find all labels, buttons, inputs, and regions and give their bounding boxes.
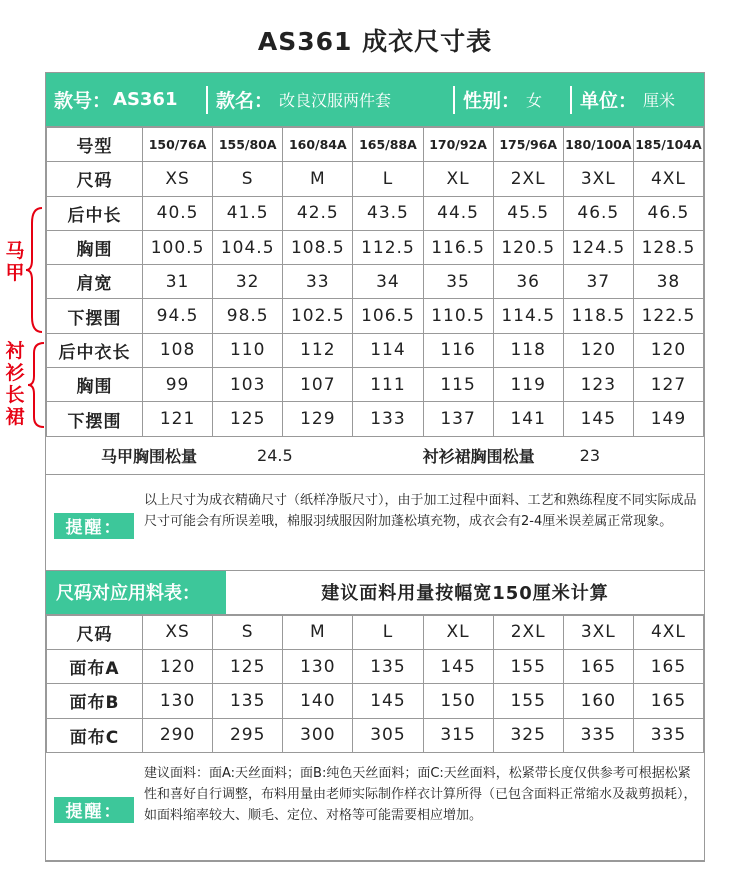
- style-number: [46, 73, 206, 126]
- fabric-row: [47, 684, 704, 718]
- table-cell: 120: [633, 333, 703, 367]
- table-cell: 37: [563, 265, 633, 299]
- table-cell: 160/84A: [283, 128, 353, 162]
- fabric-hint: 建议面料用量按幅宽150厘米计算: [321, 583, 609, 605]
- table-cell: 127: [633, 368, 703, 402]
- table-cell: 120.5: [493, 230, 563, 264]
- vest-row: [47, 196, 704, 230]
- row-label: 面布C: [47, 718, 143, 752]
- header-bar: [46, 73, 704, 127]
- name-label: 款名：: [216, 90, 274, 112]
- table-cell: 94.5: [143, 299, 213, 333]
- table-cell: 112: [283, 333, 353, 367]
- table-cell: 118.5: [563, 299, 633, 333]
- table-cell: 175/96A: [493, 128, 563, 162]
- table-cell: 150: [423, 684, 493, 718]
- table-cell: 45.5: [493, 196, 563, 230]
- table-cell: 42.5: [283, 196, 353, 230]
- table-cell: 325: [493, 718, 563, 752]
- table-cell: 155: [493, 684, 563, 718]
- table-cell: 141: [493, 402, 563, 436]
- table-cell: 115: [423, 368, 493, 402]
- table-cell: 33: [283, 265, 353, 299]
- table-cell: 300: [283, 718, 353, 752]
- looseness-row: [46, 437, 704, 475]
- gender: [455, 73, 570, 126]
- table-cell: 99: [143, 368, 213, 402]
- table-cell: 120: [563, 333, 633, 367]
- model-row: [47, 128, 704, 162]
- table-cell: 108.5: [283, 230, 353, 264]
- table-cell: 165: [563, 649, 633, 683]
- table-cell: XS: [143, 615, 213, 649]
- table-cell: 145: [353, 684, 423, 718]
- table-cell: 100.5: [143, 230, 213, 264]
- table-cell: XL: [423, 615, 493, 649]
- table-cell: 36: [493, 265, 563, 299]
- table-cell: M: [283, 615, 353, 649]
- table-cell: 40.5: [143, 196, 213, 230]
- table-cell: 155: [493, 649, 563, 683]
- table-cell: 46.5: [633, 196, 703, 230]
- row-label: 号型: [47, 128, 143, 162]
- reminder-box-2: [46, 753, 704, 861]
- table-cell: 130: [143, 684, 213, 718]
- dress-row: [47, 368, 704, 402]
- table-cell: XS: [143, 162, 213, 196]
- fabric-section-header: [46, 571, 704, 615]
- name-value: 改良汉服两件套: [279, 91, 392, 110]
- table-cell: 122.5: [633, 299, 703, 333]
- row-label: 后中衣长: [47, 333, 143, 367]
- table-cell: 98.5: [213, 299, 283, 333]
- table-cell: 133: [353, 402, 423, 436]
- style-label: 款号：: [54, 90, 112, 112]
- table-cell: 103: [213, 368, 283, 402]
- table-cell: 335: [633, 718, 703, 752]
- style-name: [208, 73, 453, 126]
- table-cell: 3XL: [563, 162, 633, 196]
- dress-row: [47, 402, 704, 436]
- table-cell: 38: [633, 265, 703, 299]
- dress-row: [47, 333, 704, 367]
- vest-row: [47, 265, 704, 299]
- table-cell: 116: [423, 333, 493, 367]
- table-cell: 112.5: [353, 230, 423, 264]
- table-cell: 102.5: [283, 299, 353, 333]
- table-cell: 107: [283, 368, 353, 402]
- table-cell: 32: [213, 265, 283, 299]
- row-label: 尺码: [47, 615, 143, 649]
- table-cell: 108: [143, 333, 213, 367]
- row-label: 面布B: [47, 684, 143, 718]
- table-cell: 114.5: [493, 299, 563, 333]
- fabric-size-row: [47, 615, 704, 649]
- row-label: 尺码: [47, 162, 143, 196]
- row-label: 下摆围: [47, 299, 143, 333]
- table-cell: 2XL: [493, 615, 563, 649]
- table-cell: 180/100A: [563, 128, 633, 162]
- vest-looseness-label: 马甲胸围松量: [101, 446, 198, 466]
- dress-looseness-value: 23: [579, 445, 601, 465]
- size-sheet: [45, 72, 705, 862]
- table-cell: 305: [353, 718, 423, 752]
- table-cell: 125: [213, 402, 283, 436]
- table-cell: 106.5: [353, 299, 423, 333]
- unit: [572, 73, 702, 126]
- row-label: 肩宽: [47, 265, 143, 299]
- table-cell: M: [283, 162, 353, 196]
- vest-looseness-value: 24.5: [257, 445, 293, 465]
- table-cell: 34: [353, 265, 423, 299]
- table-cell: 165: [633, 649, 703, 683]
- table-cell: 44.5: [423, 196, 493, 230]
- table-cell: 111: [353, 368, 423, 402]
- reminder-text-2: 建议面料：面A:天丝面料；面B:纯色天丝面料；面C:天丝面料，松紧带长度仅供参考可根据松紧性和喜好自行调整，布料用量由老师实际制作样衣计算所得（已包含面料正常缩水及裁剪损耗），如面料缩率较大、顺毛、定位、对格等可能需要相应增加。: [144, 765, 697, 823]
- table-cell: 124.5: [563, 230, 633, 264]
- table-cell: L: [353, 162, 423, 196]
- table-cell: 110: [213, 333, 283, 367]
- table-cell: 145: [563, 402, 633, 436]
- table-cell: 335: [563, 718, 633, 752]
- dress-looseness-label: 衬衫裙胸围松量: [422, 446, 535, 466]
- table-cell: 35: [423, 265, 493, 299]
- table-cell: 104.5: [213, 230, 283, 264]
- table-cell: 315: [423, 718, 493, 752]
- fabric-row: [47, 718, 704, 752]
- table-cell: 165/88A: [353, 128, 423, 162]
- reminder-tag: 提醒：: [54, 513, 134, 539]
- unit-label: 单位：: [580, 90, 638, 112]
- table-cell: 125: [213, 649, 283, 683]
- table-cell: S: [213, 162, 283, 196]
- table-cell: 135: [353, 649, 423, 683]
- table-cell: 165: [633, 684, 703, 718]
- unit-value: 厘米: [643, 91, 676, 110]
- page-title: AS361 成衣尺寸表: [257, 27, 493, 56]
- table-cell: 4XL: [633, 615, 703, 649]
- table-cell: 118: [493, 333, 563, 367]
- table-cell: 41.5: [213, 196, 283, 230]
- gender-label: 性别：: [463, 90, 521, 112]
- table-cell: 170/92A: [423, 128, 493, 162]
- size-table: [46, 127, 704, 437]
- gender-value: 女: [526, 91, 543, 110]
- table-cell: 137: [423, 402, 493, 436]
- vest-row: [47, 230, 704, 264]
- fabric-section-label: 尺码对应用料表：: [46, 571, 226, 614]
- table-cell: 114: [353, 333, 423, 367]
- table-cell: 155/80A: [213, 128, 283, 162]
- style-value: AS361: [113, 89, 178, 110]
- table-cell: 145: [423, 649, 493, 683]
- table-cell: 130: [283, 649, 353, 683]
- reminder-tag-2: 提醒：: [54, 797, 134, 823]
- table-cell: S: [213, 615, 283, 649]
- vest-side-label: 马甲: [5, 240, 25, 284]
- table-cell: 120: [143, 649, 213, 683]
- reminder-text: 以上尺寸为成衣精确尺寸（纸样净版尺寸），由于加工过程中面料、工艺和熟练程度不同实际成品尺寸可能会有所误差哦，棉服羽绒服因附加蓬松填充物，成衣会有2-4厘米误差属正常现象。: [144, 492, 697, 529]
- table-cell: 3XL: [563, 615, 633, 649]
- dress-side-label: 衬衫长裙: [5, 340, 25, 428]
- table-cell: 121: [143, 402, 213, 436]
- table-cell: 160: [563, 684, 633, 718]
- row-label: 下摆围: [47, 402, 143, 436]
- table-cell: 110.5: [423, 299, 493, 333]
- table-cell: L: [353, 615, 423, 649]
- fabric-table: [46, 615, 704, 753]
- table-cell: 290: [143, 718, 213, 752]
- fabric-row: [47, 649, 704, 683]
- table-cell: 43.5: [353, 196, 423, 230]
- size-row: [47, 162, 704, 196]
- table-cell: XL: [423, 162, 493, 196]
- table-cell: 135: [213, 684, 283, 718]
- vest-brace: [26, 205, 46, 335]
- table-cell: 116.5: [423, 230, 493, 264]
- row-label: 胸围: [47, 230, 143, 264]
- table-cell: 2XL: [493, 162, 563, 196]
- table-cell: 46.5: [563, 196, 633, 230]
- table-cell: 150/76A: [143, 128, 213, 162]
- table-cell: 149: [633, 402, 703, 436]
- row-label: 胸围: [47, 368, 143, 402]
- table-cell: 185/104A: [633, 128, 703, 162]
- table-cell: 140: [283, 684, 353, 718]
- table-cell: 128.5: [633, 230, 703, 264]
- table-cell: 123: [563, 368, 633, 402]
- vest-row: [47, 299, 704, 333]
- table-cell: 31: [143, 265, 213, 299]
- reminder-box: [46, 475, 704, 571]
- table-cell: 119: [493, 368, 563, 402]
- table-cell: 295: [213, 718, 283, 752]
- table-cell: 129: [283, 402, 353, 436]
- row-label: 后中长: [47, 196, 143, 230]
- row-label: 面布A: [47, 649, 143, 683]
- table-cell: 4XL: [633, 162, 703, 196]
